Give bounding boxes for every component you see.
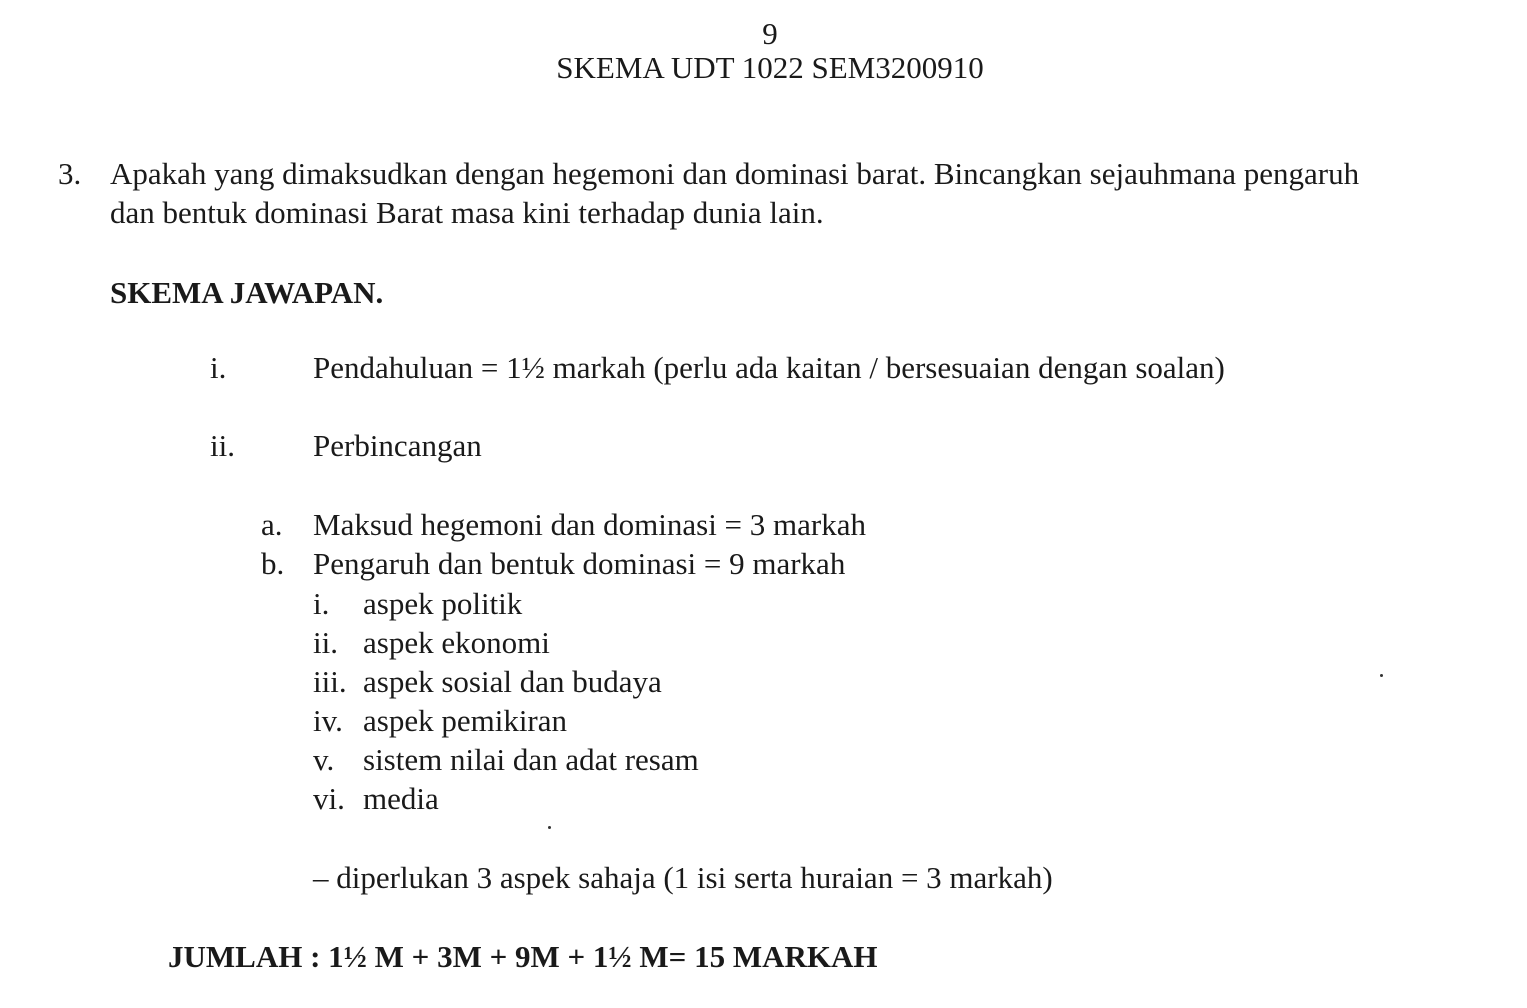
aspect-item: aspek ekonomi bbox=[363, 625, 550, 660]
sub-item-meaning: Maksud hegemoni dan dominasi = 3 markah bbox=[313, 507, 866, 542]
aspect-marker: i. bbox=[313, 586, 330, 621]
question-text-line-1: Apakah yang dimaksudkan dengan hegemoni dan dominasi barat. Bincangkan sejauhmana pengaruh bbox=[110, 156, 1360, 191]
section-introduction: Pendahuluan = 1½ markah (perlu ada kaitan / bersesuaian dengan soalan) bbox=[313, 350, 1225, 385]
aspect-marker: vi. bbox=[313, 781, 345, 816]
aspect-item: media bbox=[363, 781, 439, 816]
scan-speck bbox=[1380, 674, 1383, 677]
aspect-item: aspek sosial dan budaya bbox=[363, 664, 662, 699]
section-marker: ii. bbox=[210, 428, 235, 463]
aspect-item: sistem nilai dan adat resam bbox=[363, 742, 699, 777]
total-marks: JUMLAH : 1½ M + 3M + 9M + 1½ M= 15 MARKAH bbox=[168, 939, 878, 974]
page-number: 9 bbox=[762, 16, 778, 51]
scheme-heading: SKEMA JAWAPAN. bbox=[110, 275, 384, 310]
sub-item-influence: Pengaruh dan bentuk dominasi = 9 markah bbox=[313, 546, 846, 581]
question-number: 3. bbox=[58, 156, 82, 191]
question-text-line-2: dan bentuk dominasi Barat masa kini terhadap dunia lain. bbox=[110, 195, 824, 230]
aspect-marker: iii. bbox=[313, 664, 347, 699]
aspect-item: aspek pemikiran bbox=[363, 703, 568, 738]
scan-speck bbox=[548, 826, 551, 829]
note-text: – diperlukan 3 aspek sahaja (1 isi serta huraian = 3 markah) bbox=[313, 860, 1053, 895]
aspect-marker: v. bbox=[313, 742, 335, 777]
section-discussion: Perbincangan bbox=[313, 428, 482, 463]
sub-item-marker: b. bbox=[261, 546, 285, 581]
sub-item-marker: a. bbox=[261, 507, 283, 542]
section-marker: i. bbox=[210, 350, 227, 385]
aspect-marker: ii. bbox=[313, 625, 338, 660]
aspect-marker: iv. bbox=[313, 703, 343, 738]
aspect-item: aspek politik bbox=[363, 586, 523, 621]
document-title: SKEMA UDT 1022 SEM3200910 bbox=[556, 50, 984, 85]
